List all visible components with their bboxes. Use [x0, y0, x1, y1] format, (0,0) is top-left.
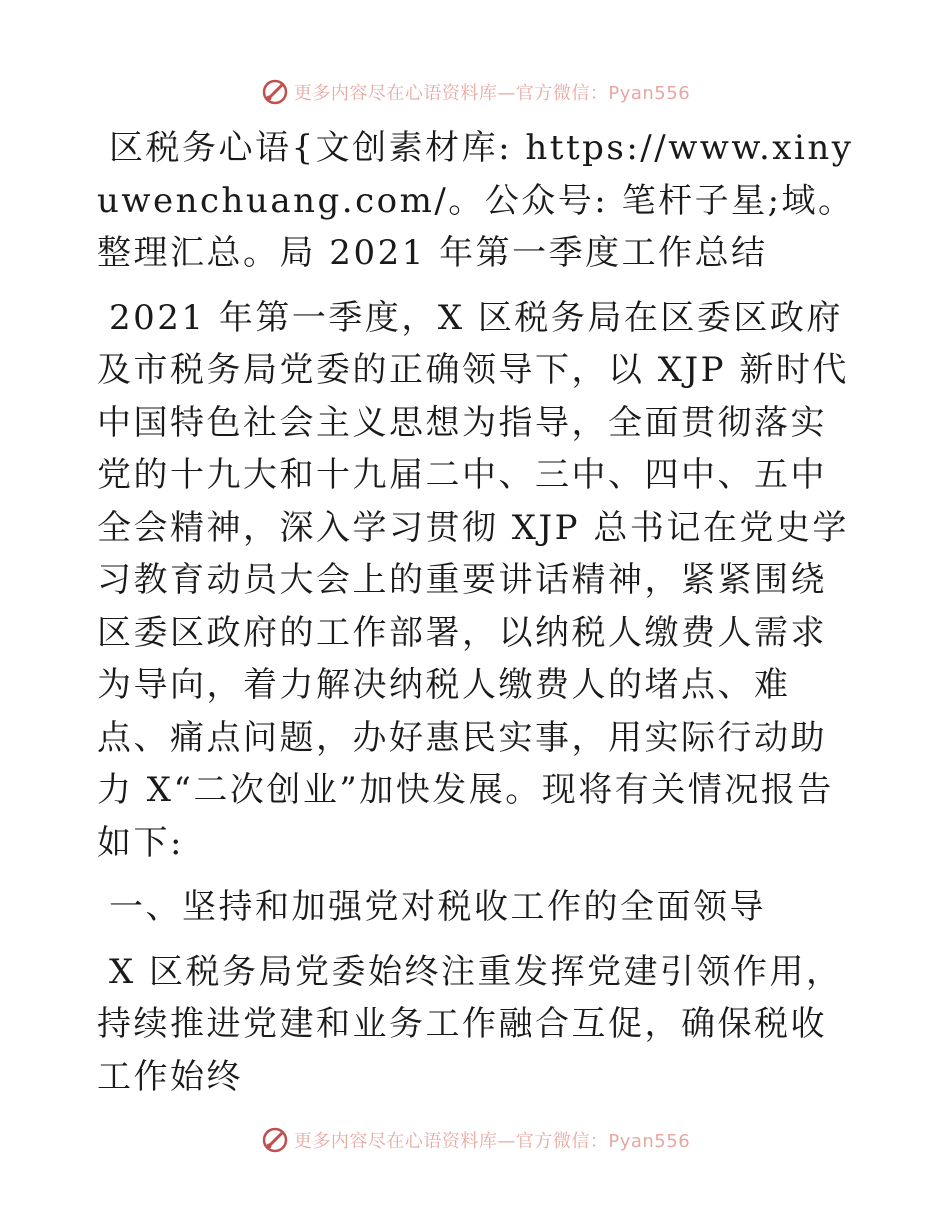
paragraph-section-one: X 区税务局党委始终注重发挥党建引领作用，持续推进党建和业务工作融合互促，确保税收工作始终: [97, 951, 843, 1097]
section-heading: 一、坚持和加强党对税收工作的全面领导: [109, 887, 766, 927]
paragraph-summary: 2021 年第一季度，X 区税务局在区委区政府及市税务局党委的正确领导下，以 XJP 新时代中国特色社会主义思想为指导，全面贯彻落实党的十九大和十九届二中、三中、四中、五中全会精神，深入学习贯彻 XJP 总书记在党史学习教育动员大会上的重要讲话精神，紧紧围绕区委区政府的工作部署，以纳税人缴费人需求为导向，着力解决纳税人缴费人的堵点、难点、痛点问题，办好惠民实事，用实际行动助力 X“二次创业”加快发展。现将有关情况报告如下:: [97, 297, 849, 863]
document-body: [97, 122, 857, 1103]
paragraph-intro: 区税务心语{文创素材库: https://www.xinyuwenchuang.com/。公众号: 笔杆子星;域。整理汇总。局 2021 年第一季度工作总结: [97, 128, 855, 273]
footer-watermark: [0, 1120, 950, 1160]
watermark-text: 更多内容尽在心语资料库—官方微信：Pyan556: [293, 1131, 691, 1152]
watermark-text: 更多内容尽在心语资料库—官方微信：Pyan556: [293, 83, 691, 104]
logo-icon: [260, 77, 290, 107]
logo-icon: [260, 1125, 290, 1155]
header-watermark: [0, 72, 950, 112]
